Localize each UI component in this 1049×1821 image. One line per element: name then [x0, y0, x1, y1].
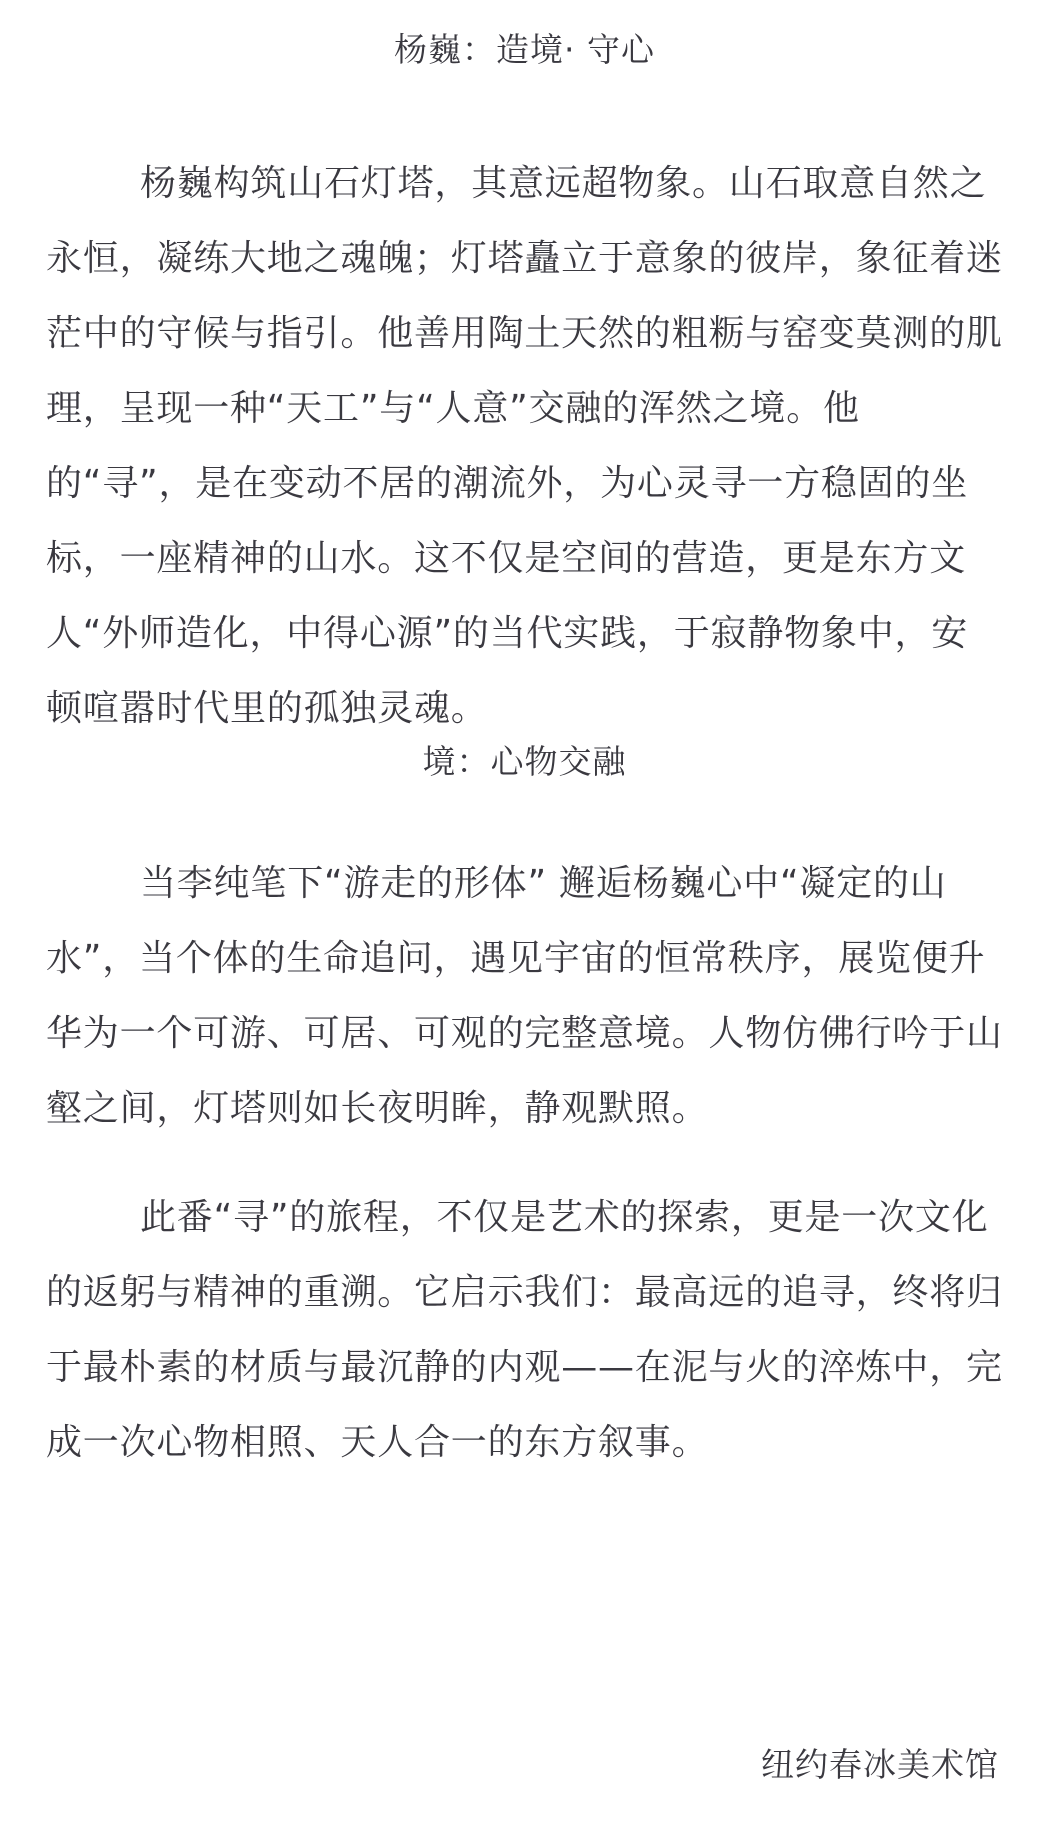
section-heading-jing: 境：心物交融	[422, 742, 627, 781]
section-heading-yang-wei: 杨巍：造境· 守心	[394, 30, 655, 69]
paragraph-jing: 当李纯笔下“游走的形体” 邂逅杨巍心中“凝定的山水”，当个体的生命追问，遇见宇宙的恒常秩序，展览便升华为一个可游、可居、可观的完整意境。人物仿佛行吟于山壑之间，灯塔则如长夜明眸，静观默照。	[46, 863, 1003, 1129]
paragraph-journey: 此番“寻”的旅程，不仅是艺术的探索，更是一次文化的返躬与精神的重溯。它启示我们：最高远的追寻，终将归于最朴素的材质与最沉静的内观——在泥与火的淬炼中，完成一次心物相照、天人合一的东方叙事。	[46, 1197, 1003, 1463]
paragraph-yang-wei: 杨巍构筑山石灯塔，其意远超物象。山石取意自然之永恒，凝练大地之魂魄；灯塔矗立于意象的彼岸，象征着迷茫中的守候与指引。他善用陶土天然的粗粝与窑变莫测的肌理，呈现一种“天工”与“人意”交融的浑然之境。他的“寻”，是在变动不居的潮流外，为心灵寻一方稳固的坐标，一座精神的山水。这不仅是空间的营造，更是东方文人“外师造化，中得心源”的当代实践，于寂静物象中，安顿喧嚣时代里的孤独灵魂。	[46, 163, 1003, 729]
museum-signature: 纽约春冰美术馆	[761, 1745, 999, 1784]
